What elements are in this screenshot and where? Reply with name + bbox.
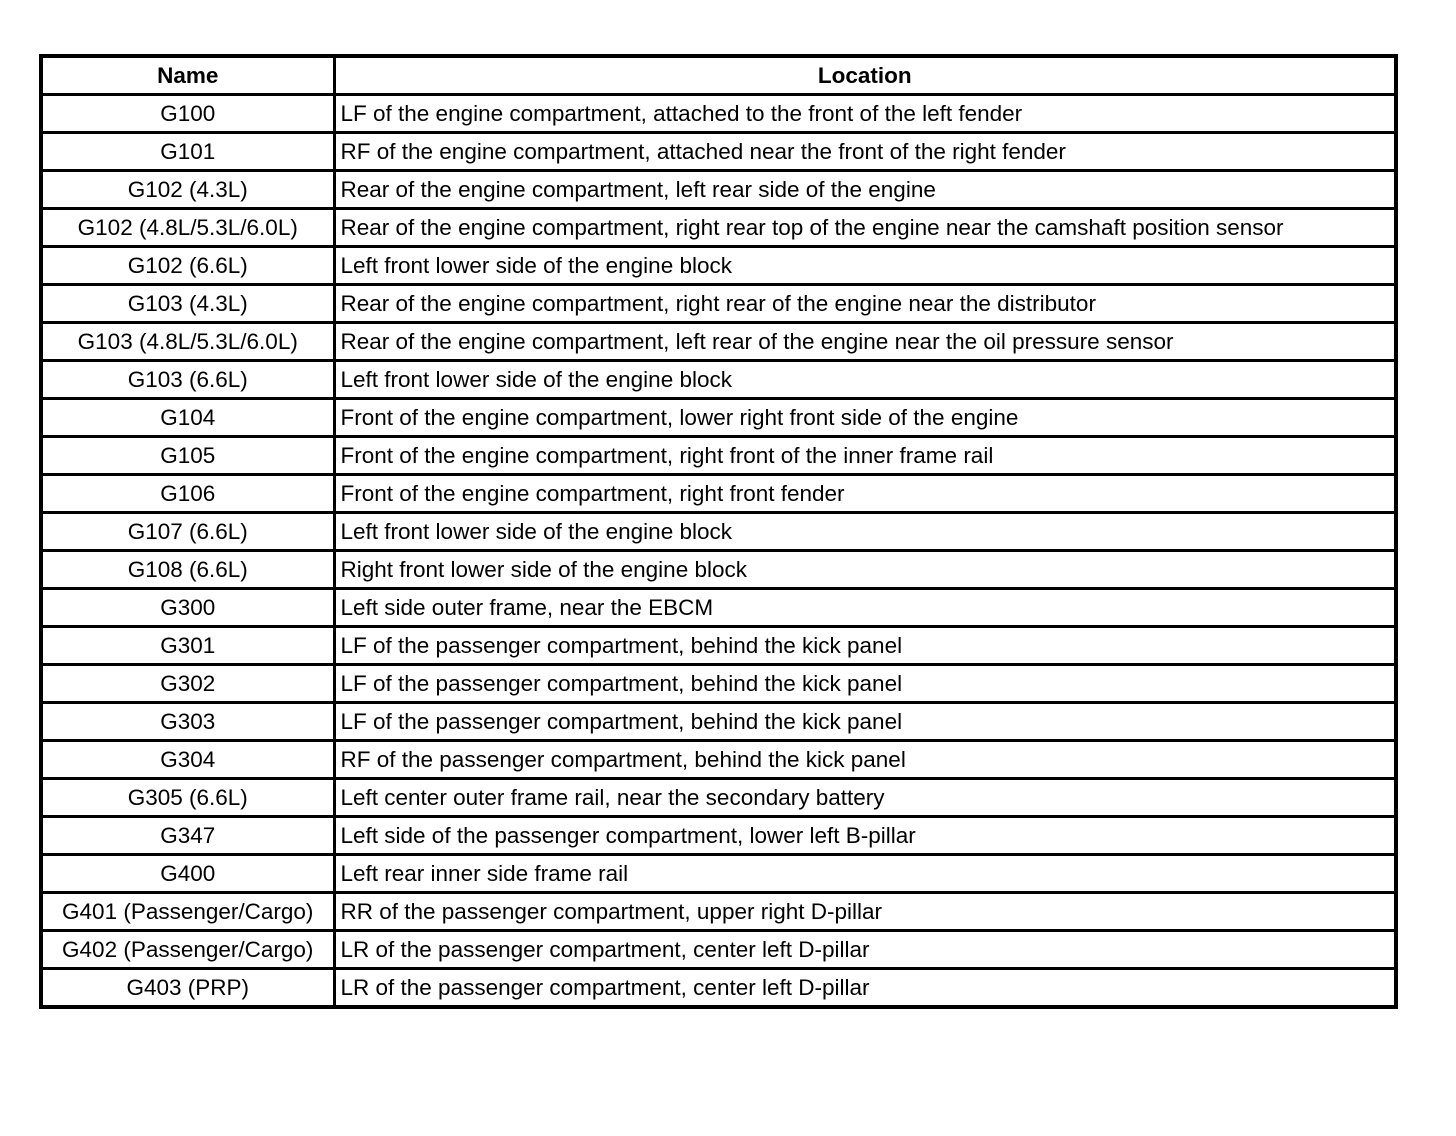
location-cell: LR of the passenger compartment, center left D-pillar (334, 969, 1396, 1008)
table-row (41, 399, 1396, 437)
table-row (41, 285, 1396, 323)
table-row (41, 703, 1396, 741)
name-cell: G107 (6.6L) (41, 513, 334, 551)
name-cell: G102 (4.8L/5.3L/6.0L) (41, 209, 334, 247)
table-row (41, 741, 1396, 779)
location-cell: LF of the passenger compartment, behind the kick panel (334, 703, 1396, 741)
location-cell: Left side of the passenger compartment, lower left B-pillar (334, 817, 1396, 855)
name-cell: G305 (6.6L) (41, 779, 334, 817)
table-row (41, 627, 1396, 665)
table-row (41, 931, 1396, 969)
name-cell: G108 (6.6L) (41, 551, 334, 589)
name-cell: G347 (41, 817, 334, 855)
name-cell: G304 (41, 741, 334, 779)
table-row (41, 475, 1396, 513)
name-cell: G106 (41, 475, 334, 513)
location-cell: Left center outer frame rail, near the secondary battery (334, 779, 1396, 817)
location-cell: Rear of the engine compartment, right rear of the engine near the distributor (334, 285, 1396, 323)
name-cell: G302 (41, 665, 334, 703)
name-cell: G301 (41, 627, 334, 665)
table-row (41, 551, 1396, 589)
name-cell: G100 (41, 95, 334, 133)
name-cell: G101 (41, 133, 334, 171)
table-row (41, 209, 1396, 247)
table-row (41, 437, 1396, 475)
location-cell: Front of the engine compartment, right front fender (334, 475, 1396, 513)
location-cell: Right front lower side of the engine block (334, 551, 1396, 589)
name-cell: G103 (4.3L) (41, 285, 334, 323)
table-row (41, 247, 1396, 285)
table-row (41, 893, 1396, 931)
table-row (41, 513, 1396, 551)
name-cell: G401 (Passenger/Cargo) (41, 893, 334, 931)
name-cell: G402 (Passenger/Cargo) (41, 931, 334, 969)
table-row (41, 855, 1396, 893)
location-cell: Rear of the engine compartment, right rear top of the engine near the camshaft position sensor (334, 209, 1396, 247)
location-cell: Rear of the engine compartment, left rear of the engine near the oil pressure sensor (334, 323, 1396, 361)
column-header-name: Name (41, 56, 334, 95)
table-row (41, 665, 1396, 703)
name-cell: G400 (41, 855, 334, 893)
name-cell: G300 (41, 589, 334, 627)
table-row (41, 323, 1396, 361)
table-row (41, 361, 1396, 399)
name-cell: G303 (41, 703, 334, 741)
table-row (41, 969, 1396, 1008)
location-cell: LF of the passenger compartment, behind the kick panel (334, 627, 1396, 665)
column-header-location: Location (334, 56, 1396, 95)
name-cell: G102 (4.3L) (41, 171, 334, 209)
table-row (41, 817, 1396, 855)
name-cell: G105 (41, 437, 334, 475)
table-row (41, 779, 1396, 817)
ground-locations-table (39, 54, 1398, 1009)
name-cell: G102 (6.6L) (41, 247, 334, 285)
table-body (41, 95, 1396, 1008)
location-cell: Left side outer frame, near the EBCM (334, 589, 1396, 627)
table-row (41, 589, 1396, 627)
location-cell: LF of the passenger compartment, behind the kick panel (334, 665, 1396, 703)
name-cell: G104 (41, 399, 334, 437)
location-cell: Left front lower side of the engine block (334, 247, 1396, 285)
location-cell: LR of the passenger compartment, center left D-pillar (334, 931, 1396, 969)
location-cell: LF of the engine compartment, attached to the front of the left fender (334, 95, 1396, 133)
name-cell: G103 (4.8L/5.3L/6.0L) (41, 323, 334, 361)
location-cell: RF of the passenger compartment, behind the kick panel (334, 741, 1396, 779)
location-cell: RR of the passenger compartment, upper right D-pillar (334, 893, 1396, 931)
location-cell: Left front lower side of the engine block (334, 513, 1396, 551)
header-row (41, 56, 1396, 95)
table-row (41, 133, 1396, 171)
location-cell: Rear of the engine compartment, left rear side of the engine (334, 171, 1396, 209)
location-cell: RF of the engine compartment, attached near the front of the right fender (334, 133, 1396, 171)
name-cell: G103 (6.6L) (41, 361, 334, 399)
location-cell: Left front lower side of the engine block (334, 361, 1396, 399)
location-cell: Front of the engine compartment, lower right front side of the engine (334, 399, 1396, 437)
table-header (41, 56, 1396, 95)
name-cell: G403 (PRP) (41, 969, 334, 1008)
location-cell: Left rear inner side frame rail (334, 855, 1396, 893)
table-row (41, 95, 1396, 133)
table-row (41, 171, 1396, 209)
location-cell: Front of the engine compartment, right front of the inner frame rail (334, 437, 1396, 475)
